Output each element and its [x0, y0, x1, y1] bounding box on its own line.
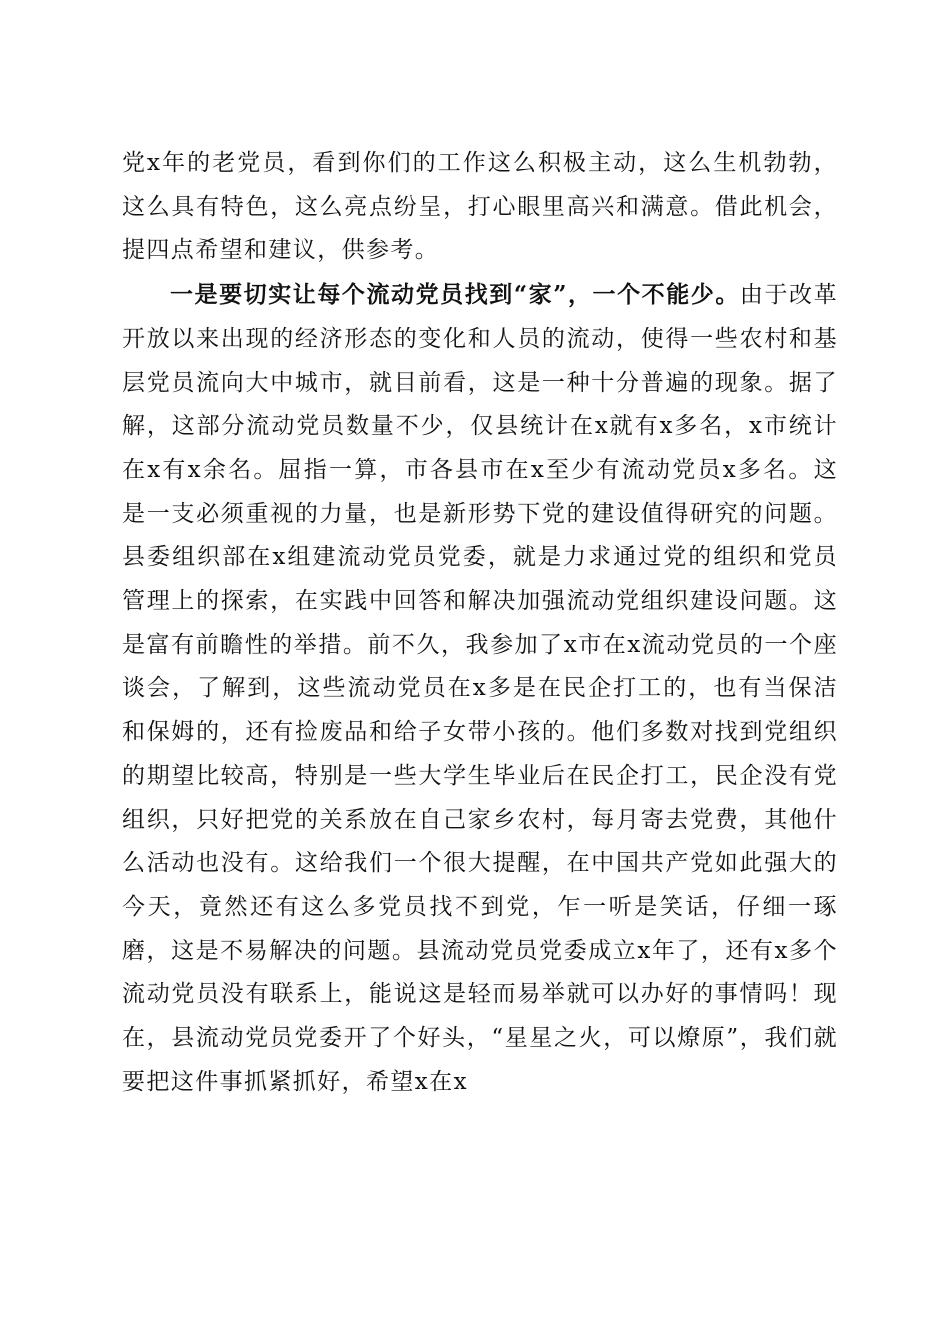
- paragraph-opening: [122, 142, 838, 273]
- paragraph-text: 党x年的老党员，看到你们的工作这么积极主动，这么生机勃勃，这么具有特色，这么亮点纷呈，打心眼里高兴和满意。借此机会，提四点希望和建议，供参考。: [122, 150, 838, 264]
- paragraph-text: 由于改革开放以来出现的经济形态的变化和人员的流动，使得一些农村和基层党员流向大中城市，就目前看，这是一种十分普遍的现象。据了解，这部分流动党员数量不少，仅县统计在x就有x多名，x市统计在x有x余名。屈指一算，市各县市在x至少有流动党员x多名。这是一支必须重视的力量，也是新形势下党的建设值得研究的问题。县委组织部在x组建流动党员党委，就是力求通过党的组织和党员管理上的探索，在实践中回答和解决加强流动党组织建设问题。这是富有前瞻性的举措。前不久，我参加了x市在x流动党员的一个座谈会，了解到，这些流动党员在x多是在民企打工的，也有当保洁和保姆的，还有捡废品和给子女带小孩的。他们多数对找到党组织的期望比较高，特别是一些大学生毕业后在民企打工，民企没有党组织，只好把党的关系放在自己家乡农村，每月寄去党费，其他什么活动也没有。这给我们一个很大提醒，在中国共产党如此强大的今天，竟然还有这么多党员找不到党，乍一听是笑话，仔细一琢磨，这是不易解决的问题。县流动党员党委成立x年了，还有x多个流动党员没有联系上，能说这是轻而易举就可以办好的事情吗！现在，县流动党员党委开了个好头，“星星之火，可以燎原”，我们就要把这件事抓紧抓好，希望x在x: [122, 282, 838, 1095]
- paragraph-heading: 一是要切实让每个流动党员找到“家”，一个不能少。: [170, 281, 740, 309]
- document-body: [122, 142, 838, 1104]
- paragraph-first-point: [122, 273, 838, 1104]
